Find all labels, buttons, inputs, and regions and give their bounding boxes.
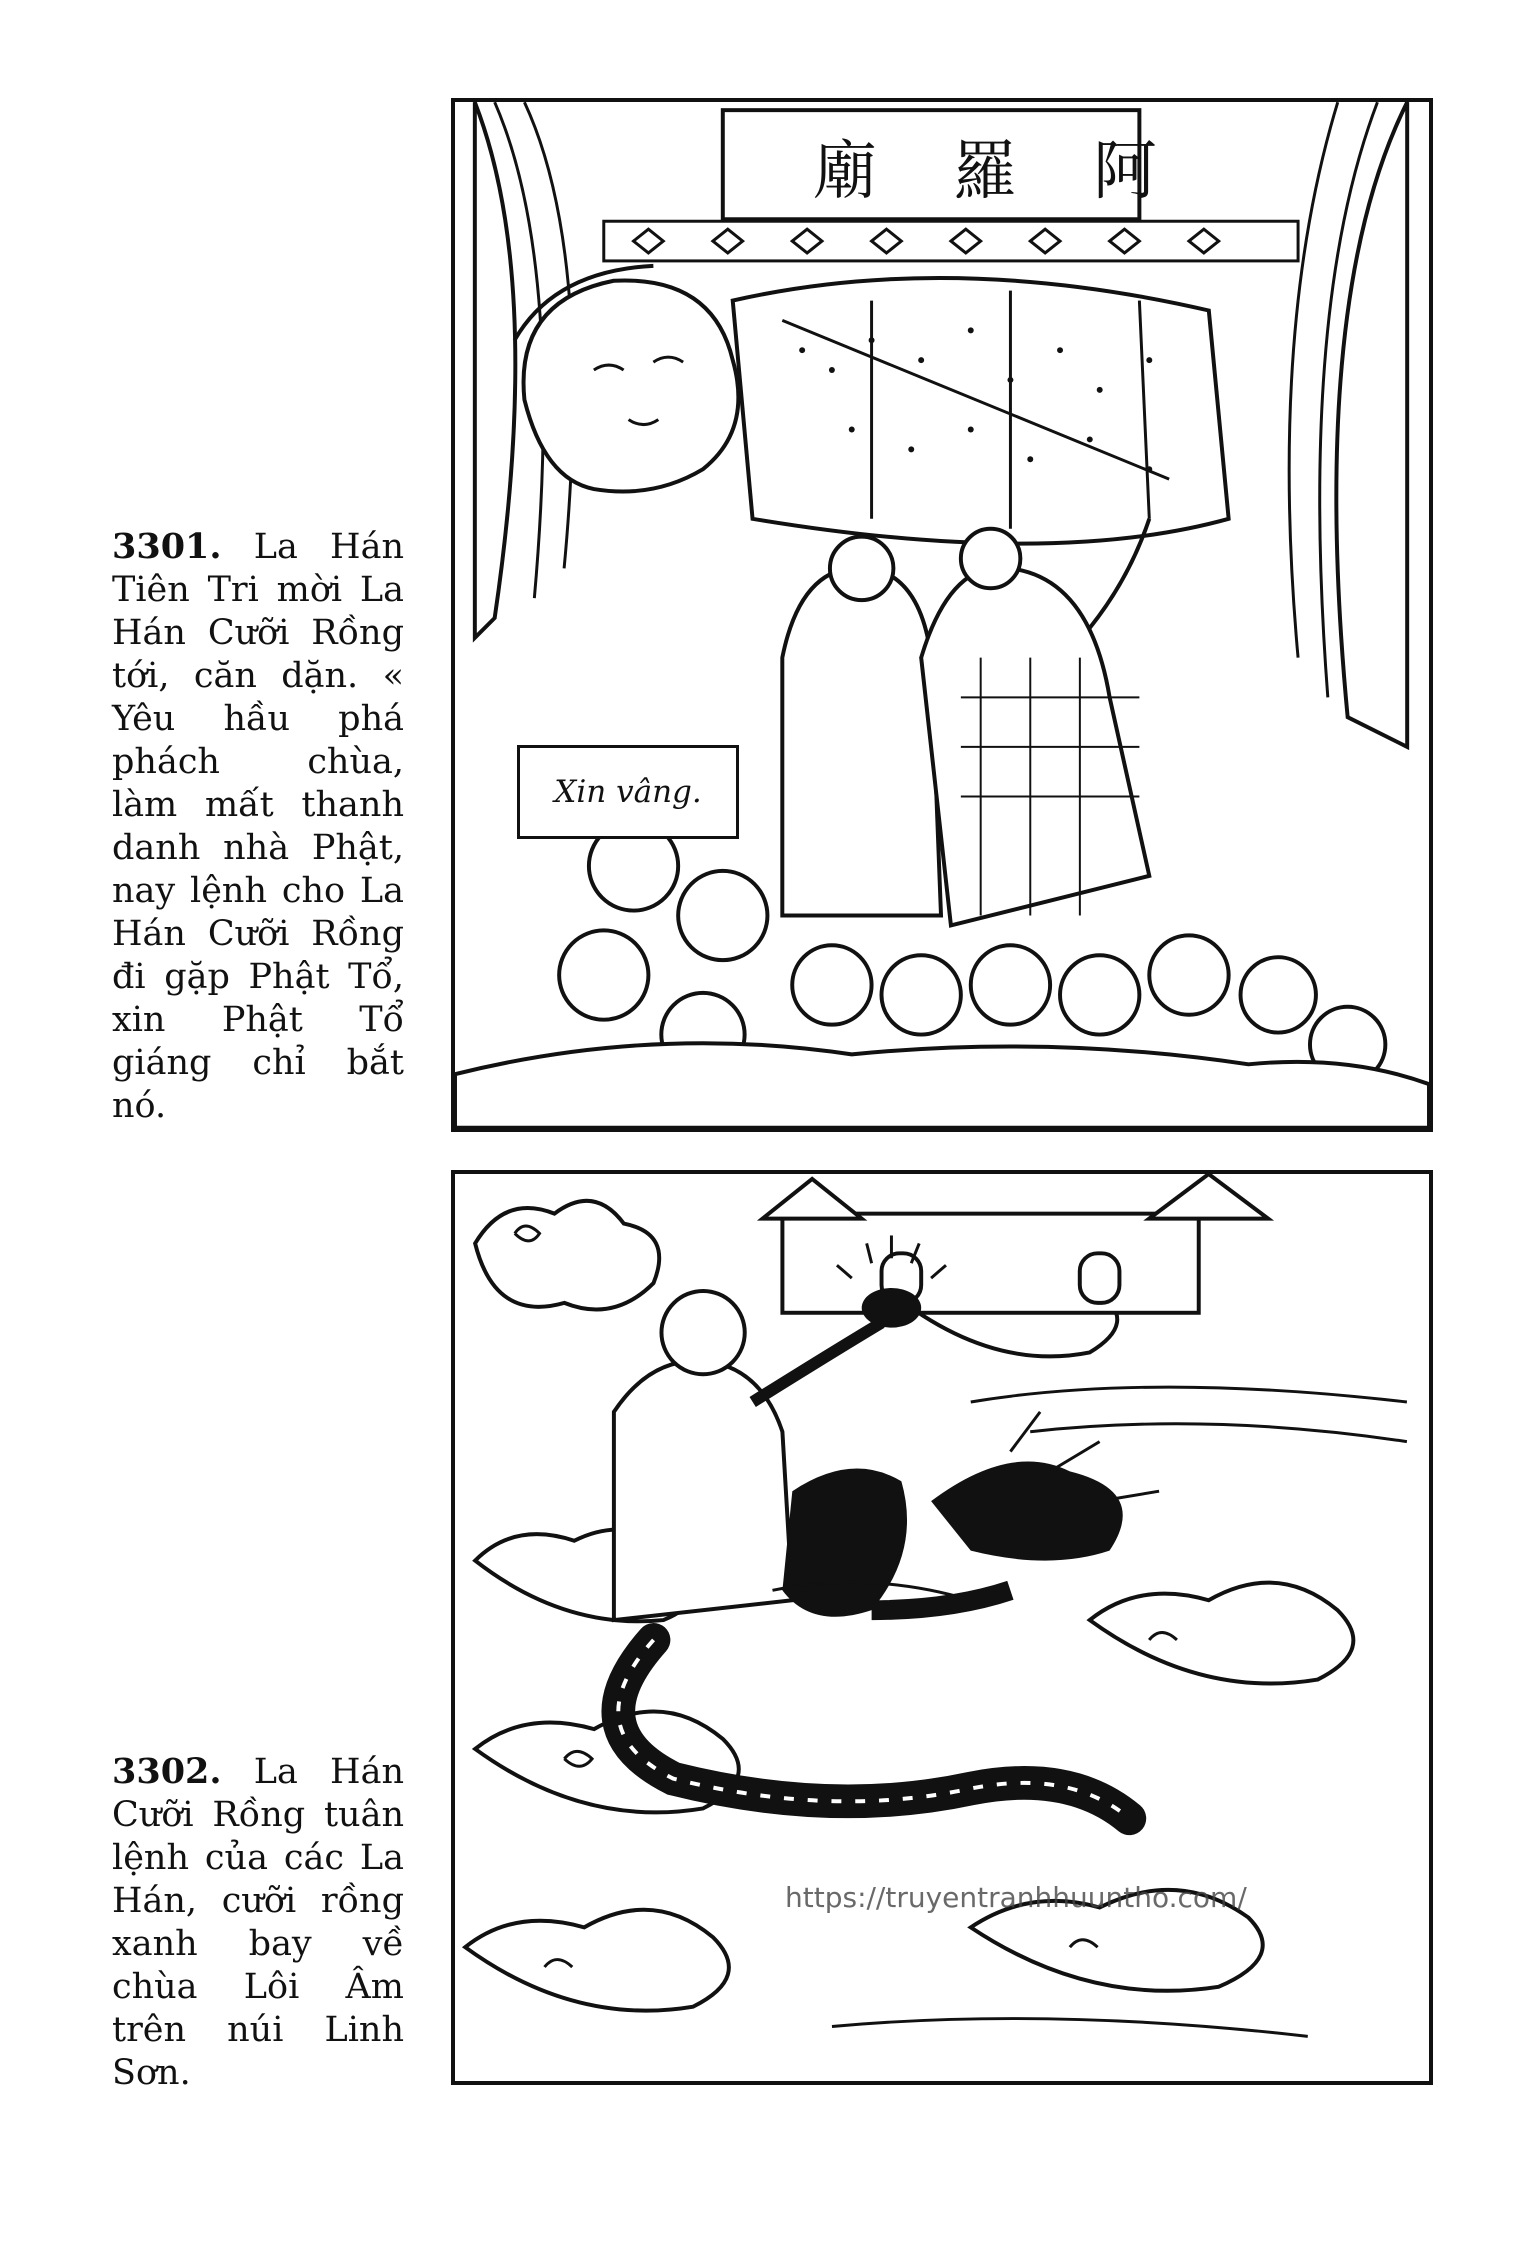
caption-3301: [112, 525, 404, 1128]
comic-panel-3302: [451, 1170, 1433, 2085]
banner-glyph: 羅: [953, 135, 1017, 209]
speech-bubble: Xin vâng.: [517, 745, 739, 839]
temple-banner: [773, 102, 1257, 209]
banner-glyph: 阿: [1093, 135, 1157, 209]
banner-glyph: 廟: [813, 135, 877, 209]
caption-3302: [112, 1750, 404, 2095]
comic-panel-3301: [451, 98, 1433, 1132]
panel-illustration-dragon-rider: [455, 1174, 1429, 2081]
panel-illustration-temple: [455, 102, 1429, 1128]
watermark-url: https://truyentranhhuuntho.com/: [785, 1881, 1247, 1914]
caption-text: La Hán Tiên Tri mời La Hán Cưỡi Rồng tới, căn dặn. « Yêu hầu phá phách chùa, làm mất thanh danh nhà Phật, nay lệnh cho La Hán Cưỡi Rồng đi gặp Phật Tổ, xin Phật Tổ giáng chỉ bắt nó.: [112, 527, 404, 1126]
caption-text: La Hán Cưỡi Rồng tuân lệnh của các La Hán, cưỡi rồng xanh bay về chùa Lôi Âm trên núi Linh Sơn.: [112, 1752, 404, 2093]
caption-number: 3302.: [112, 1751, 222, 1792]
caption-number: 3301.: [112, 526, 222, 567]
